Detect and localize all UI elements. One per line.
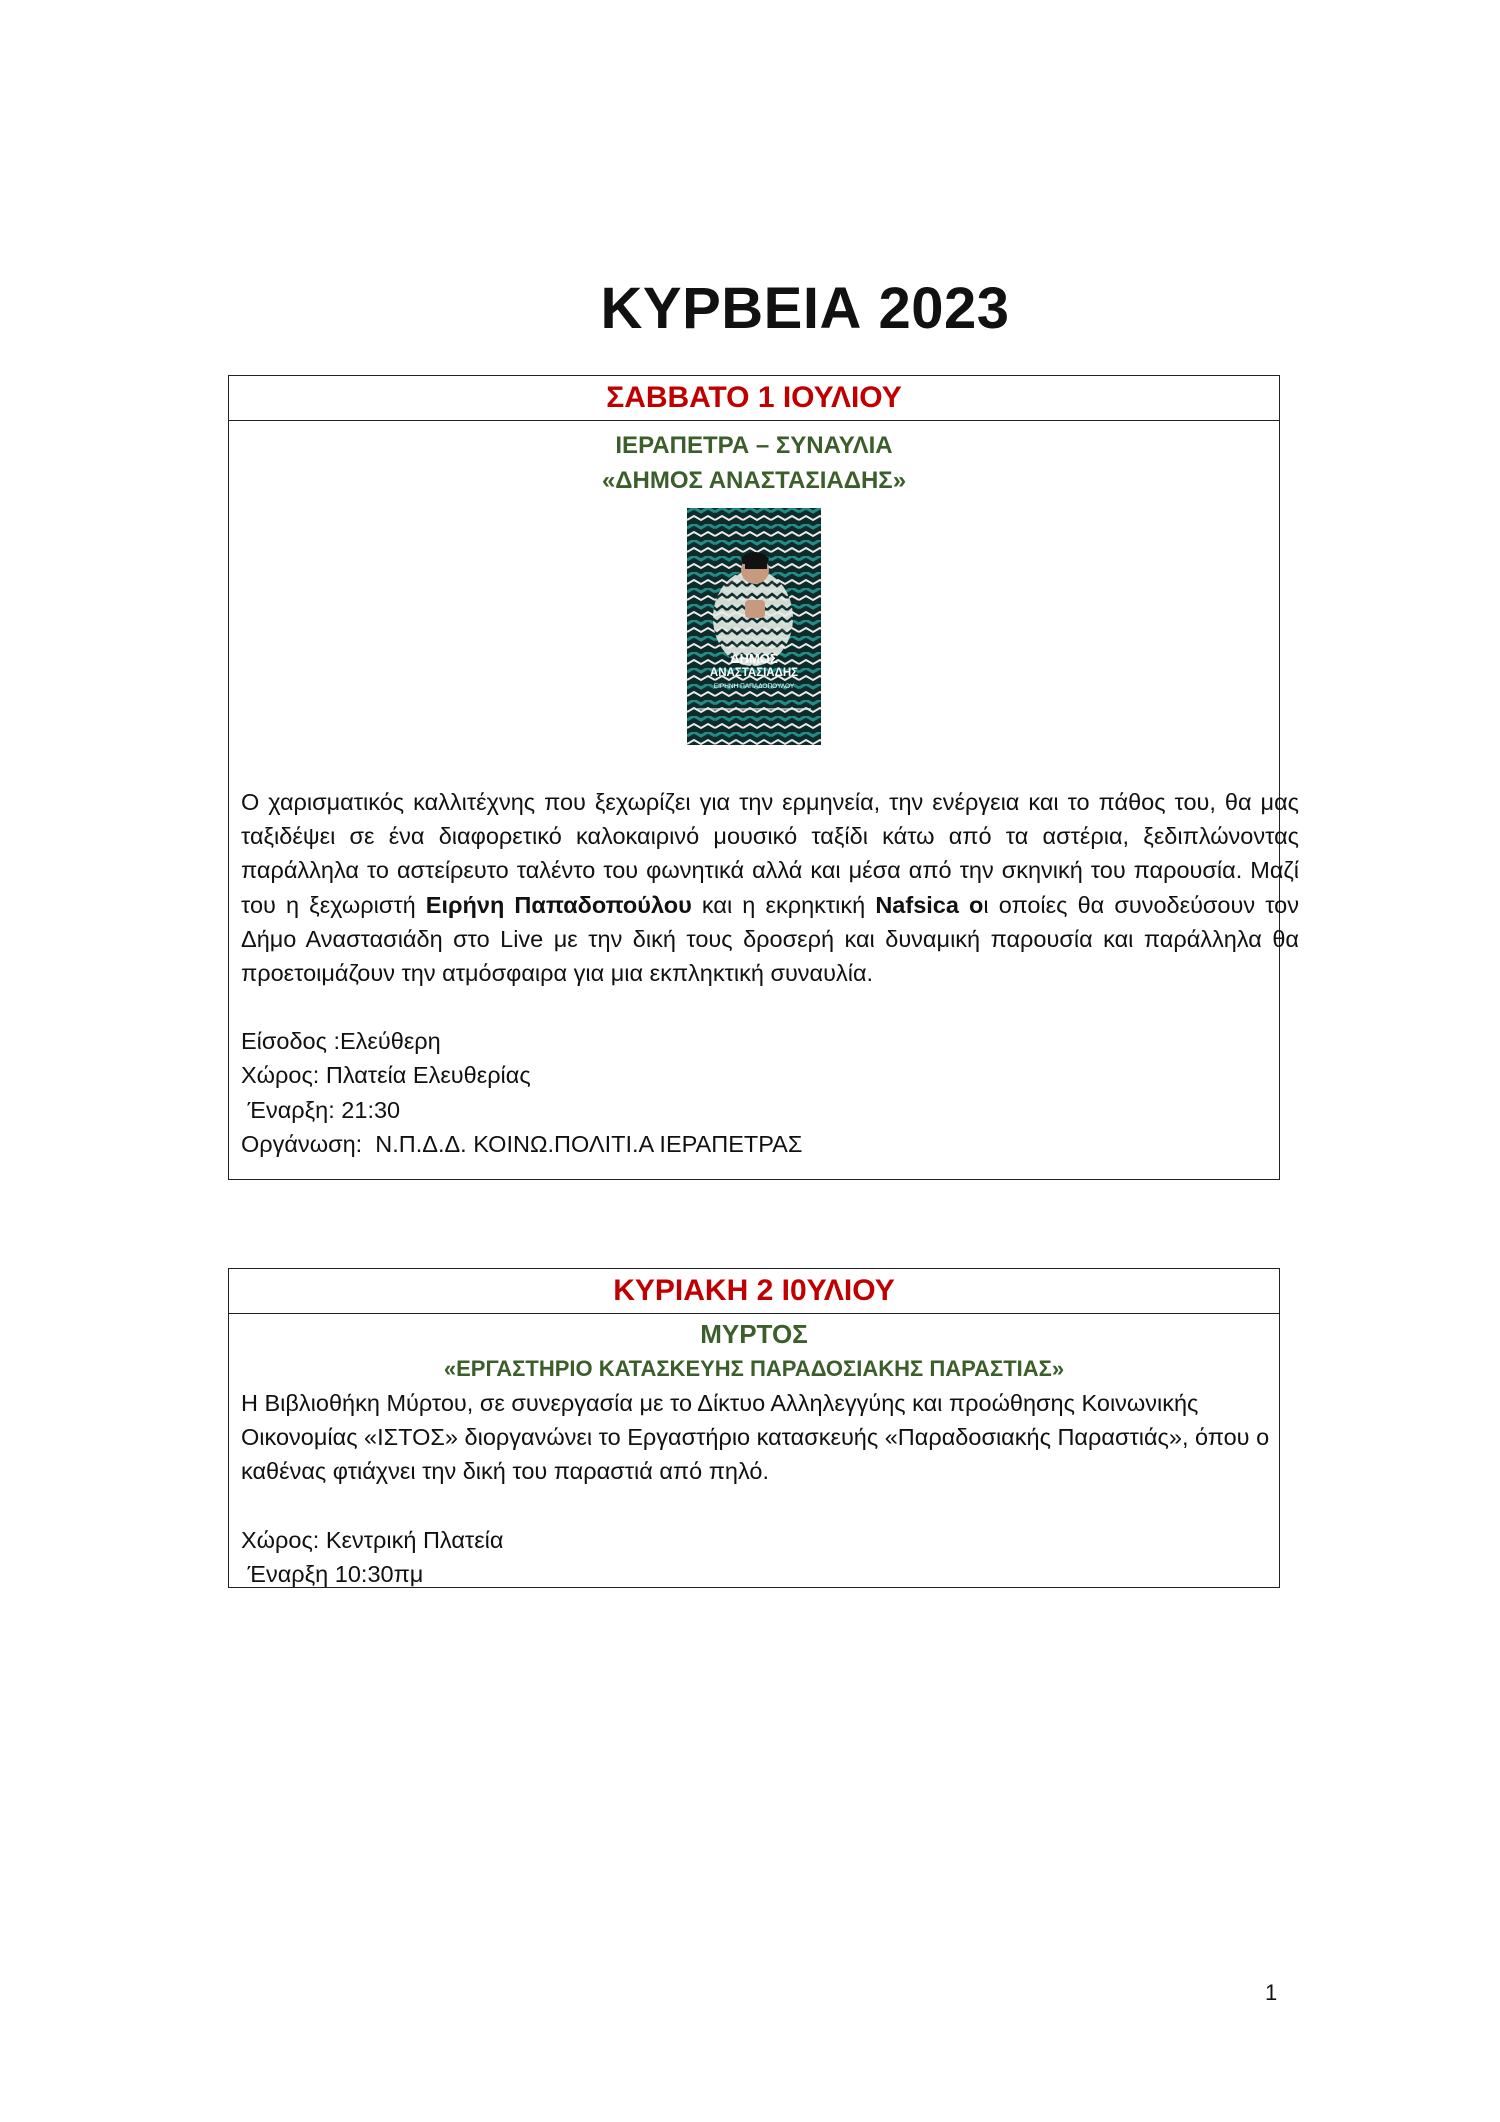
event-location: ΜΥΡΤΟΣ (700, 1319, 808, 1349)
poster-subtitle: ΕΙΡΗΝΗ ΠΑΠΑΔΟΠΟΥΛΟΥ (713, 683, 795, 690)
concert-poster-image (687, 508, 821, 745)
poster-title-line1: ΔΗΜΟΣ (730, 651, 778, 666)
event-location: ΙΕΡΑΠΕΤΡΑ – ΣΥΝΑΥΛΙΑ (615, 432, 893, 459)
start-time-info: Έναρξη 10:30πμ (241, 1560, 424, 1587)
entrance-info: Είσοδος :Ελεύθερη (241, 1028, 441, 1055)
event-date-header: ΣΑΒΒΑΤΟ 1 ΙΟΥΛΙΟΥ (229, 376, 1279, 421)
description-text: και η εκρηκτική (691, 891, 876, 918)
event-name: «ΔΗΜΟΣ ΑΝΑΣΤΑΣΙΑΔΗΣ» (601, 467, 907, 494)
event-description: Η Βιβλιοθήκη Μύρτου, σε συνεργασία με το Δίκτυο Αλληλεγγύης και προώθησης Κοινωνικής Οικονομίας «ΙΣΤΟΣ» διοργανώνει το Εργαστήριο κατασκευής «Παραδοσιακής Παραστιάς», όπου ο καθένας φτιάχνει την δική του παραστιά από πηλό. (241, 1390, 1270, 1485)
event-date-header: ΚΥΡΙΑΚΗ 2 Ι0ΥΛΙΟΥ (229, 1269, 1279, 1314)
artist-name-bold: Ειρήνη Παπαδοπούλου (425, 891, 692, 918)
poster-title-line2: ΑΝΑΣΤΑΣΙΑΔΗΣ (709, 667, 799, 679)
venue-info: Χώρος: Κεντρική Πλατεία (241, 1526, 504, 1553)
venue-info: Χώρος: Πλατεία Ελευθερίας (241, 1062, 531, 1089)
event-info (241, 1024, 1279, 1161)
event-card-2 (228, 1268, 1280, 1588)
event-info (241, 1523, 1279, 1591)
event-description (241, 785, 1299, 990)
start-time-info: Έναρξη: 21:30 (241, 1096, 401, 1123)
description-text: ι οποίες θα συνοδεύσουν τον Δήμο Αναστασιάδη στο Live με την δική τους δροσερή και δυναμική παρουσία και παράλληλα θα προετοιμάζουν την ατμόσφαιρα για μια εκπληκτική συναυλία. (241, 891, 1299, 987)
page-title: ΚΥΡΒΕΙΑ 2023 (600, 276, 1010, 341)
description-text: Ο χαρισματικός καλλιτέχνης που ξεχωρίζει για την ερμηνεία, την ενέργεια και το πάθος του, θα μας ταξιδέψει σε ένα διαφορετικό καλοκαιρινό μουσικό ταξίδι κάτω από τα αστέρια, ξεδιπλώνοντας παράλληλα το αστείρευτο ταλέντο του φωνητικά αλλά και μέσα από την σκηνική του παρουσία. Μαζί του η ξεχωριστή (241, 789, 1299, 918)
artist-name-bold: Nafsica ο (875, 891, 984, 918)
event-card-1 (228, 375, 1299, 1180)
organizer-info: Οργάνωση: Ν.Π.Δ.Δ. ΚΟΙΝΩ.ΠΟΛΙΤΙ.Α ΙΕΡΑΠΕΤΡΑΣ (241, 1130, 803, 1157)
event-name: «ΕΡΓΑΣΤΗΡΙΟ ΚΑΤΑΣΚΕΥΗΣ ΠΑΡΑΔΟΣΙΑΚΗΣ ΠΑΡΑΣΤΙΑΣ» (443, 1356, 1065, 1381)
page-number: 1 (1265, 1980, 1278, 2005)
